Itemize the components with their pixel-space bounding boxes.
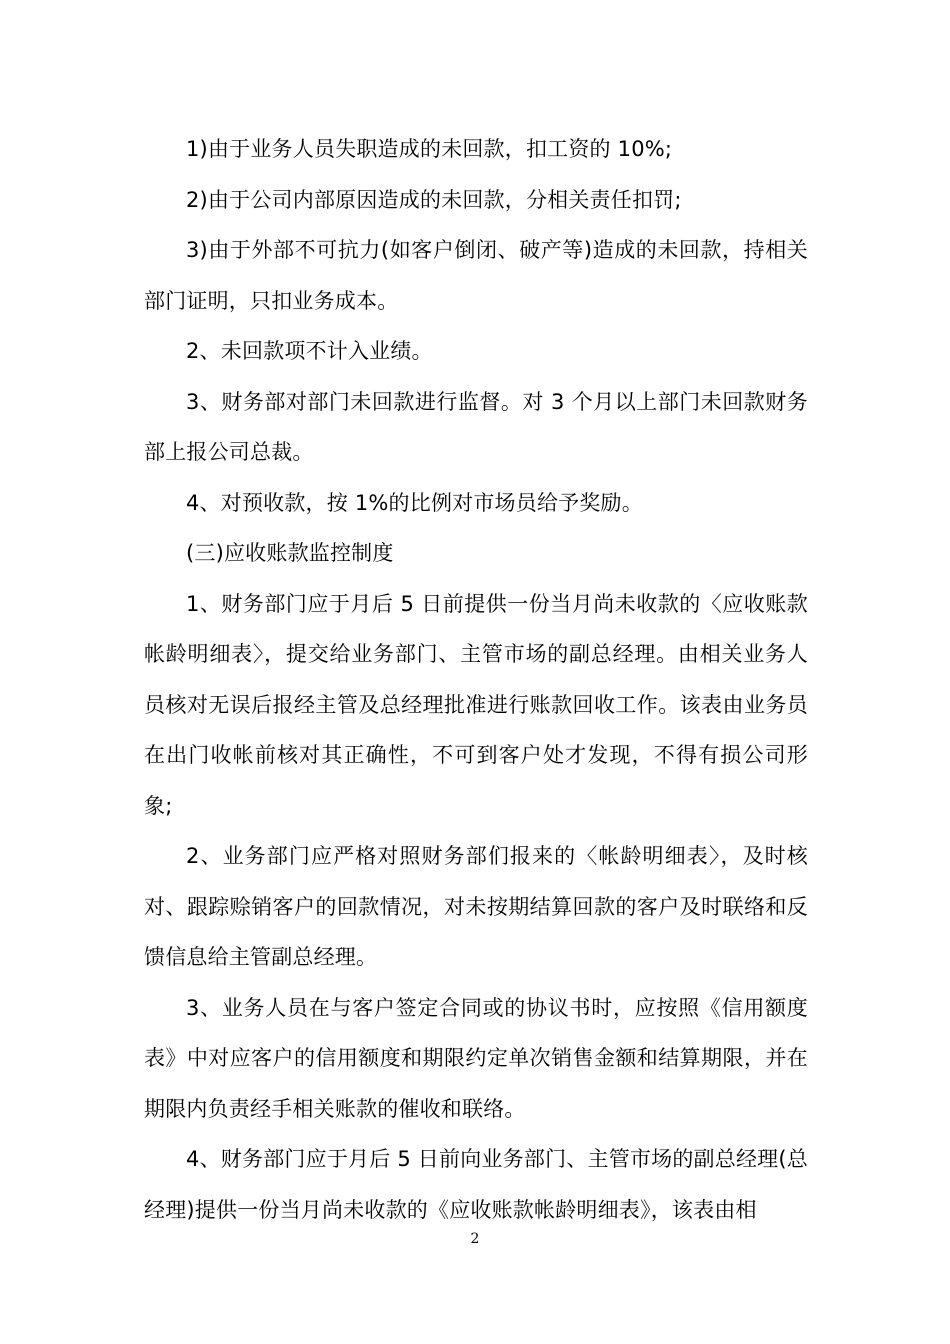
document-body [144,124,808,1235]
paragraph: 3、财务部对部门未回款进行监督。对 3 个月以上部门未回款财务部上报公司总裁。 [144,389,808,464]
paragraph: 1)由于业务人员失职造成的未回款，扣工资的 10%; [186,137,673,161]
paragraph: 2、业务部门应严格对照财务部们报来的〈帐龄明细表〉，及时核对、跟踪赊销客户的回款情况，对未按期结算回款的客户及时联络和反馈信息给主管副总经理。 [144,844,808,969]
paragraph: 4、财务部门应于月后 5 日前向业务部门、主管市场的副总经理(总经理)提供一份当月尚未收款的《应收账款帐龄明细表》，该表由相 [144,1147,808,1222]
paragraph: 2)由于公司内部原因造成的未回款，分相关责任扣罚; [186,187,682,212]
paragraph: 3)由于外部不可抗力(如客户倒闭、破产等)造成的未回款，持相关部门证明，只扣业务成本。 [144,238,808,313]
page-number: 2 [470,1231,480,1247]
paragraph: 3、业务人员在与客户签定合同或的协议书时，应按照《信用额度表》中对应客户的信用额度和期限约定单次销售金额和结算期限，并在期限内负责经手相关账款的催收和联络。 [144,995,808,1121]
section-heading: (三)应收账款监控制度 [186,541,394,565]
paragraph: 1、财务部门应于月后 5 日前提供一份当月尚未收款的〈应收账款帐龄明细表〉，提交给业务部门、主管市场的副总经理。由相关业务人员核对无误后报经主管及总经理批准进行账款回收工作。该表由业务员在出门收帐前核对其正确性，不可到客户处才发现，不得有损公司形象; [144,591,808,818]
paragraph: 4、对预收款，按 1%的比例对市场员给予奖励。 [186,490,643,515]
paragraph: 2、未回款项不计入业绩。 [186,339,433,363]
